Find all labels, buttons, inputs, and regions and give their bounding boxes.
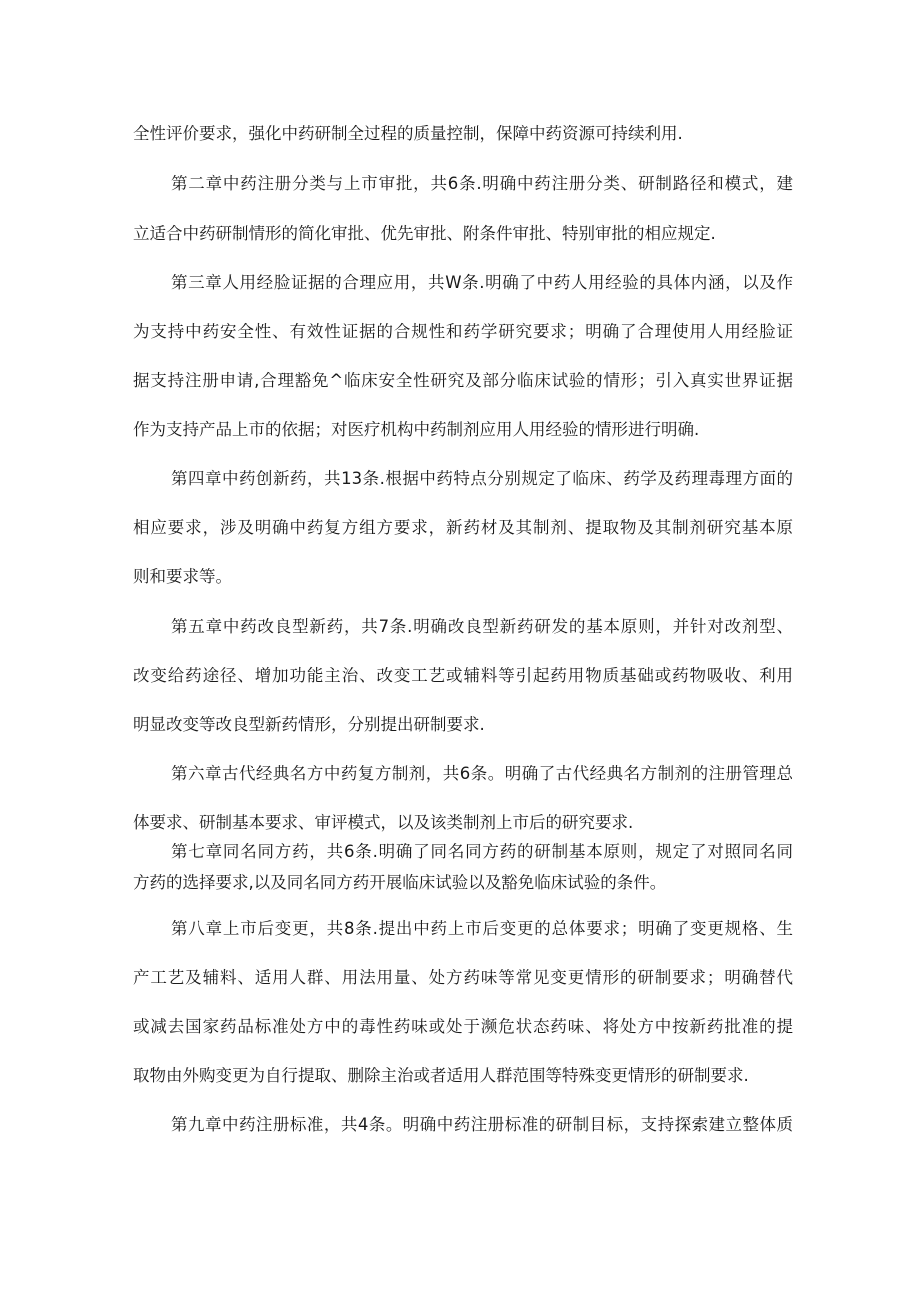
text-line: 改变给药途径、增加功能主治、改变工艺或辅料等引起药用物质基础或药物吸收、利用	[133, 666, 793, 685]
paragraph-chapter-8-line: 第八章上市后变更，共8条.提出中药上市后变更的总体要求；明确了变更规格、生	[171, 919, 793, 938]
text-line: 方药的选择要求,以及同名同方药开展临床试验以及豁免临床试验的条件。	[133, 873, 667, 892]
text-line: 明显改变等改良型新药情形，分别提出研制要求.	[133, 715, 485, 734]
text-line: 据支持注册申请,合理豁免^临床安全性研究及部分临床试验的情形；引入真实世界证据	[133, 371, 793, 390]
text-line: 产工艺及辅料、适用人群、用法用量、处方药味等常见变更情形的研制要求；明确替代	[133, 968, 793, 987]
text-line: 相应要求，涉及明确中药复方组方要求，新药材及其制剂、提取物及其制剂研究基本原	[133, 518, 793, 537]
text-line: 取物由外购变更为自行提取、删除主治或者适用人群范围等特殊变更情形的研制要求.	[133, 1066, 749, 1085]
text-line: 为支持中药安全性、有效性证据的合规性和药学研究要求；明确了合理使用人用经脸证	[133, 322, 793, 341]
paragraph-chapter-2-line: 第二章中药注册分类与上市审批，共6条.明确中药注册分类、研制路径和模式，建	[171, 174, 793, 193]
text-line: 全性评价要求，强化中药研制全过程的质量控制，保障中药资源可持续利用.	[133, 124, 683, 143]
paragraph-chapter-3-line: 第三章人用经脸证据的合理应用，共W条.明确了中药人用经验的具体内涵，以及作	[171, 273, 793, 292]
paragraph-chapter-4-line: 第四章中药创新药，共13条.根据中药特点分别规定了临床、药学及药理毒理方面的	[171, 469, 793, 488]
paragraph-chapter-7-line: 第七章同名同方药，共6条.明确了同名同方药的研制基本原则，规定了对照同名同	[171, 842, 793, 861]
paragraph-chapter-6-line: 第六章古代经典名方中药复方制剂，共6条。明确了古代经典名方制剂的注册管理总	[171, 764, 793, 783]
text-line: 则和要求等。	[133, 567, 232, 586]
text-line: 体要求、研制基本要求、审评模式，以及该类制剂上市后的研究要求.	[133, 813, 634, 832]
text-line: 或减去国家药品标准处方中的毒性药味或处于濒危状态药味、将处方中按新药批准的提	[133, 1017, 793, 1036]
text-line: 作为支持产品上市的依据；对医疗机构中药制剂应用人用经验的情形进行明确.	[133, 420, 700, 439]
paragraph-chapter-5-line: 第五章中药改良型新药，共7条.明确改良型新药研发的基本原则，并针对改剂型、	[171, 617, 793, 636]
text-line: 立适合中药研制情形的简化审批、优先审批、附条件审批、特别审批的相应规定.	[133, 224, 716, 243]
paragraph-chapter-9-line: 第九章中药注册标准，共4条。明确中药注册标准的研制目标，支持探索建立整体质	[171, 1115, 793, 1134]
